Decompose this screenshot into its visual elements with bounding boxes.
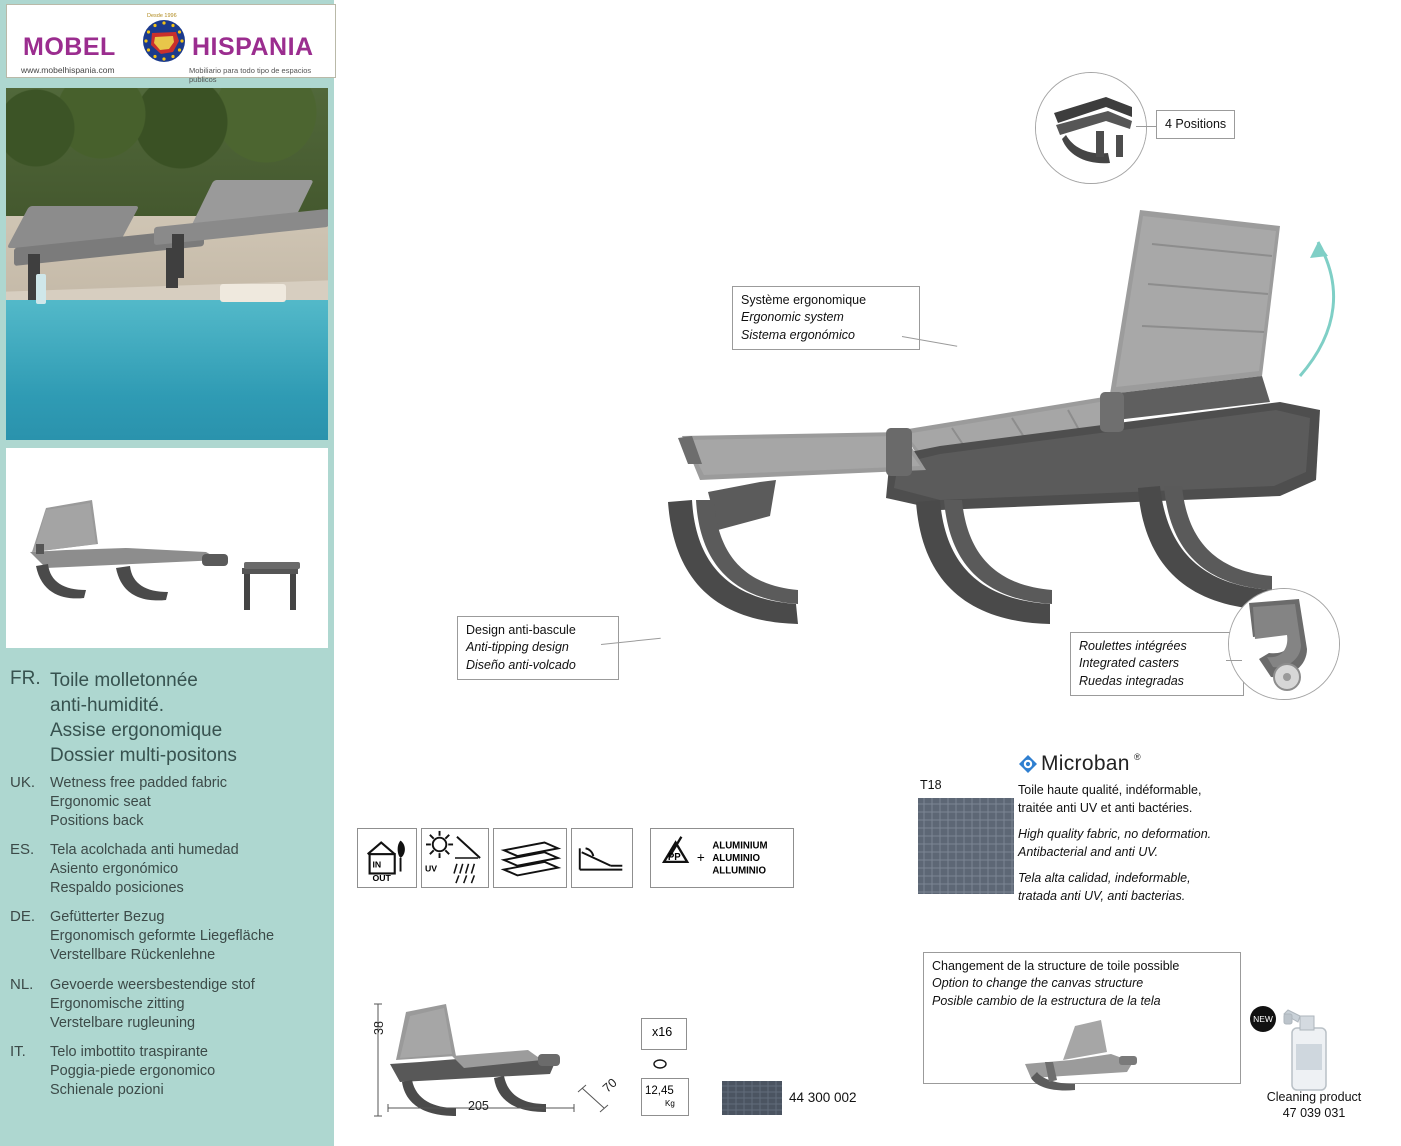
lang-de-line-3: Verstellbare Rückenlehne xyxy=(50,947,216,964)
callout-ergonomic-es: Sistema ergonómico xyxy=(741,327,855,342)
callout-four-positions xyxy=(1156,110,1235,139)
dimension-length-label: 205 xyxy=(468,1099,489,1113)
fabric-es-line-1: Tela alta calidad, indeformable, xyxy=(1018,871,1191,885)
cleaning-product-reference: 47 039 031 xyxy=(1282,1106,1346,1120)
brand-logo-box xyxy=(6,4,336,84)
lang-code-uk: UK. xyxy=(10,774,36,791)
callout-canvas-change-en: Option to change the canvas structure xyxy=(932,976,1144,991)
material-icon xyxy=(650,828,794,888)
lang-uk-line-1: Wetness free padded fabric xyxy=(50,775,228,791)
lang-fr-line-3: Assise ergonomique xyxy=(50,720,223,742)
svg-text:PP: PP xyxy=(667,851,681,863)
indoor-outdoor-icon xyxy=(357,828,417,888)
caster-detail-photo xyxy=(1228,588,1340,700)
fabric-swatch xyxy=(918,798,1014,894)
weight-box xyxy=(641,1078,689,1116)
callout-canvas-change-fr: Changement de la structure de toile possible xyxy=(932,959,1180,973)
lang-de-line-1: Gefütterter Bezug xyxy=(50,909,165,925)
callout-ergonomic-en: Ergonomic system xyxy=(741,310,844,325)
lang-nl-line-3: Verstelbare rugleuning xyxy=(50,1015,196,1032)
product-reference: 44 300 002 xyxy=(789,1090,857,1105)
lang-code-nl: NL. xyxy=(10,976,34,993)
stacking-icon xyxy=(651,1058,669,1072)
lang-es-line-3: Respaldo posiciones xyxy=(50,880,184,897)
language-block-nl xyxy=(10,976,330,1033)
lang-it-line-3: Schienale pozioni xyxy=(50,1082,164,1099)
lang-it-line-1: Telo imbottito traspirante xyxy=(50,1044,208,1060)
microban-brand-name: Microban xyxy=(1041,752,1130,775)
reclining-icon xyxy=(571,828,633,888)
lang-nl-line-2: Ergonomische zitting xyxy=(50,996,185,1013)
language-block-it xyxy=(10,1043,330,1100)
fabric-description xyxy=(1018,782,1318,905)
callout-anti-tipping-fr: Design anti-bascule xyxy=(466,623,576,637)
callout-anti-tipping-en: Anti-tipping design xyxy=(466,640,569,655)
language-block-uk xyxy=(10,774,330,831)
lang-code-de: DE. xyxy=(10,908,36,925)
logo-website-url: www.mobelhispania.com xyxy=(21,65,115,75)
logo-brand-first: MOBEL xyxy=(23,33,116,61)
lang-code-es: ES. xyxy=(10,841,35,858)
lang-code-fr: FR. xyxy=(10,668,41,689)
left-info-panel xyxy=(0,0,334,1146)
callout-ergonomic-fr: Système ergonomique xyxy=(741,293,867,307)
callout-integrated-casters xyxy=(1070,632,1244,696)
pack-quantity-label: x16 xyxy=(652,1025,673,1039)
leader-line-4pos xyxy=(1136,126,1158,127)
lang-de-line-2: Ergonomisch geformte Liegefläche xyxy=(50,928,275,945)
language-block-es xyxy=(10,841,330,898)
leader-line-casters xyxy=(1226,660,1242,661)
dimension-height-label: 38 xyxy=(372,1021,386,1035)
svg-text:OUT: OUT xyxy=(372,873,391,884)
callout-canvas-change-es: Posible cambio de la estructura de la tela xyxy=(932,993,1161,1008)
fabric-es-line-2: tratada anti UV, anti bacterias. xyxy=(1018,888,1186,903)
callout-casters-es: Ruedas integradas xyxy=(1079,673,1184,688)
fabric-en-line-1: High quality fabric, no deformation. xyxy=(1018,827,1212,841)
microban-logo-icon xyxy=(1018,754,1038,774)
lang-es-line-1: Tela acolchada anti humedad xyxy=(50,842,239,858)
lang-es-line-2: Asiento ergonómico xyxy=(50,861,179,878)
weight-unit: Kg xyxy=(665,1099,675,1108)
svg-text:ALLUMINIO: ALLUMINIO xyxy=(712,865,766,877)
lang-fr-line-1: Toile molletonnée xyxy=(50,670,198,691)
main-product-illustration xyxy=(640,180,1340,640)
svg-text:+: + xyxy=(696,849,705,865)
logo-desde-text: Desde 1996 xyxy=(147,13,177,19)
svg-text:ALUMINIUM: ALUMINIUM xyxy=(712,840,768,852)
lang-code-it: IT. xyxy=(10,1043,26,1060)
callout-four-positions-text: 4 Positions xyxy=(1165,117,1227,131)
microban-registered-mark: ® xyxy=(1134,752,1141,762)
uv-rain-icon xyxy=(421,828,489,888)
callout-anti-tipping xyxy=(457,616,619,680)
fabric-en-line-2: Antibacterial and anti UV. xyxy=(1018,844,1159,859)
new-badge: NEW xyxy=(1250,1006,1276,1032)
lang-nl-line-1: Gevoerde weersbestendige stof xyxy=(50,977,255,993)
lang-it-line-2: Poggia-piede ergonomico xyxy=(50,1063,216,1080)
callout-ergonomic-system xyxy=(732,286,920,350)
language-block-de xyxy=(10,908,330,965)
callout-casters-fr: Roulettes intégrées xyxy=(1079,639,1187,653)
dimension-width-label: 70 xyxy=(600,1075,620,1096)
lang-uk-line-2: Ergonomic seat xyxy=(50,794,151,811)
four-positions-detail-photo xyxy=(1035,72,1147,184)
dimension-drawing xyxy=(360,968,610,1118)
pool-lifestyle-photo xyxy=(6,88,328,440)
spain-flag-icon xyxy=(139,19,189,63)
fabric-fr-line-2: traitée anti UV et anti bactéries. xyxy=(1018,800,1193,815)
fabric-code-label: T18 xyxy=(920,778,942,792)
callout-casters-en: Integrated casters xyxy=(1079,656,1180,671)
product-color-swatch xyxy=(722,1081,782,1115)
logo-brand-second: HISPANIA xyxy=(192,33,314,61)
fabric-fr-line-1: Toile haute qualité, indéformable, xyxy=(1018,783,1202,797)
language-block-fr xyxy=(10,668,330,768)
logo-tagline: Mobiliario para todo tipo de espacios publicos xyxy=(189,66,312,84)
svg-text:UV: UV xyxy=(425,863,438,874)
canvas-change-illustration xyxy=(1015,1010,1145,1096)
svg-text:ALUMINIO: ALUMINIO xyxy=(712,852,761,864)
stackable-icon xyxy=(493,828,567,888)
svg-text:IN: IN xyxy=(372,859,382,870)
product-photo xyxy=(6,448,328,648)
lang-fr-line-2: anti-humidité. xyxy=(50,695,165,717)
weight-value: 12,45 xyxy=(645,1085,674,1097)
callout-anti-tipping-es: Diseño anti-volcado xyxy=(466,657,576,672)
lang-fr-line-4: Dossier multi-positons xyxy=(50,745,237,767)
lang-uk-line-3: Positions back xyxy=(50,813,144,830)
cleaning-product-label: Cleaning product xyxy=(1266,1090,1362,1104)
